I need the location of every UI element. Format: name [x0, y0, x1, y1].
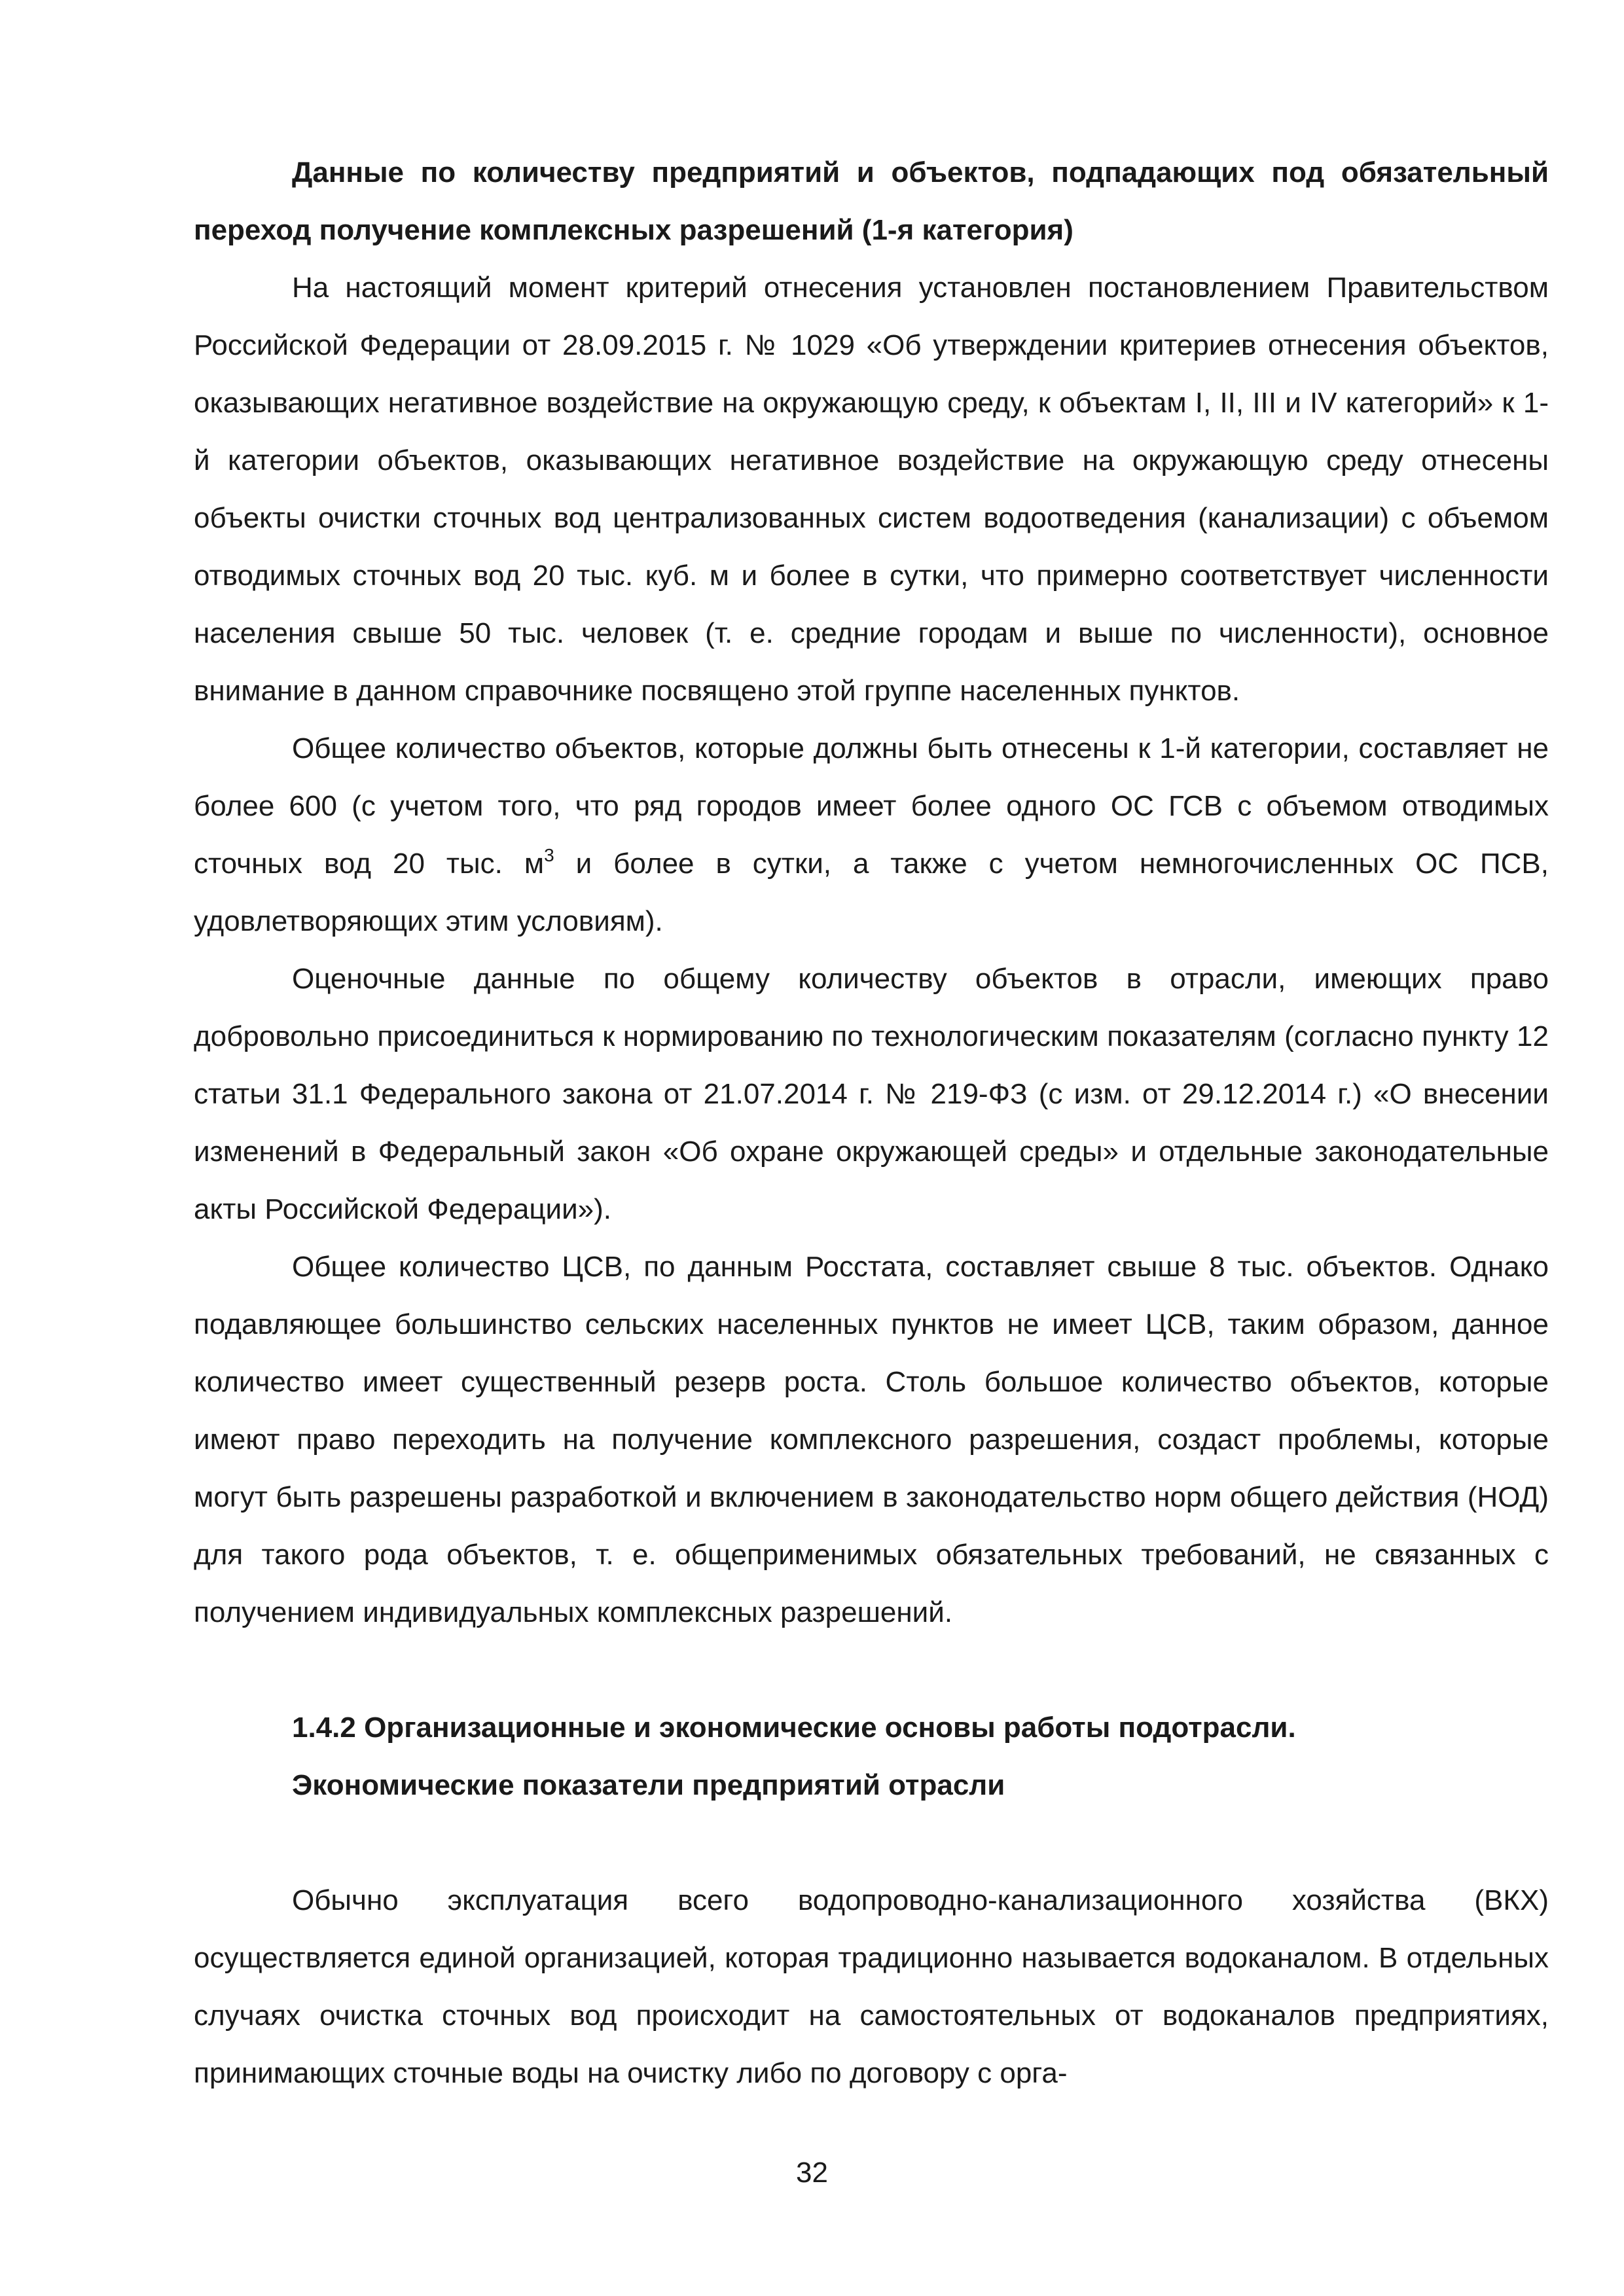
paragraph-criteria: На настоящий момент критерий отнесения установлен постановлением Правительством Российской Федерации от 28.09.2015 г. № 1029 «Об утверждении критериев отнесения объектов, оказывающих негативное воздействие на окружающую среду, к объектам I, II, III и IV категорий» к 1-й категории объектов, оказывающих негативное воздействие на окружающую среду отнесены объекты очистки сточных вод централизованных систем водоотведения (канализации) с объемом отводимых сточных вод 20 тыс. куб. м и более в сутки, что примерно соответствует численности населения свыше 50 тыс. человек (т. е. средние городам и выше по численности), основное внимание в данном справочнике посвящено этой группе населенных пунктов. — [194, 272, 1549, 707]
paragraph-csv-count: Общее количество ЦСВ, по данным Росстата, составляет свыше 8 тыс. объектов. Однако подавляющее большинство сельских населенных пунктов не имеет ЦСВ, таким образом, данное количество имеет существенный резерв роста. Столь большое количество объектов, которые имеют право переходить на получение комплексного разрешения, создаст проблемы, которые могут быть разрешены разработкой и включением в законодательство норм общего действия (НОД) для такого рода объектов, т. е. общеприменимых обязательных требований, не связанных с получением индивидуальных комплексных разрешений. — [194, 1251, 1549, 1628]
document-page — [194, 144, 1549, 2102]
paragraph-voluntary: Оценочные данные по общему количеству объектов в отрасли, имеющих право добровольно присоединиться к нормированию по технологическим показателям (согласно пункту 12 статьи 31.1 Федерального закона от 21.07.2014 г. № 219-ФЗ (с изм. от 29.12.2014 г.) «О внесении изменений в Федеральный закон «Об охране окружающей среды» и отдельные законодательные акты Российской Федерации»). — [194, 963, 1549, 1225]
section-heading: Данные по количеству предприятий и объектов, подпадающих под обязательный переход получение комплексных разрешений (1-я категория) — [194, 156, 1549, 246]
page-number: 32 — [796, 2157, 828, 2189]
subsection-heading-line-1: 1.4.2 Организационные и экономические основы работы подотрасли. — [292, 1712, 1296, 1744]
paragraph-object-count-text-1: Общее количество объектов, которые должны быть отнесены к 1-й категории, составляет не более 600 (с учетом того, что ряд городов имеет более одного ОС ГСВ с объемом отводимых сточных вод 20 тыс. м — [194, 732, 1549, 880]
superscript-cubic: 3 — [544, 845, 554, 865]
paragraph-object-count — [194, 720, 1549, 950]
subsection-heading-line-2: Экономические показатели предприятий отрасли — [292, 1769, 1005, 1801]
paragraph-vodokanal: Обычно эксплуатация всего водопроводно-канализационного хозяйства (ВКХ) осуществляется единой организацией, которая традиционно называется водоканалом. В отдельных случаях очистка сточных вод происходит на самостоятельных от водоканалов предприятиях, принимающих сточные воды на очистку либо по договору с орга- — [194, 1884, 1549, 2089]
paragraph-object-count-text-2: и более в сутки, а также с учетом немногочисленных ОС ПСВ, удовлетворяющих этим условиям). — [194, 848, 1549, 937]
subsection-heading — [194, 1699, 1549, 1814]
